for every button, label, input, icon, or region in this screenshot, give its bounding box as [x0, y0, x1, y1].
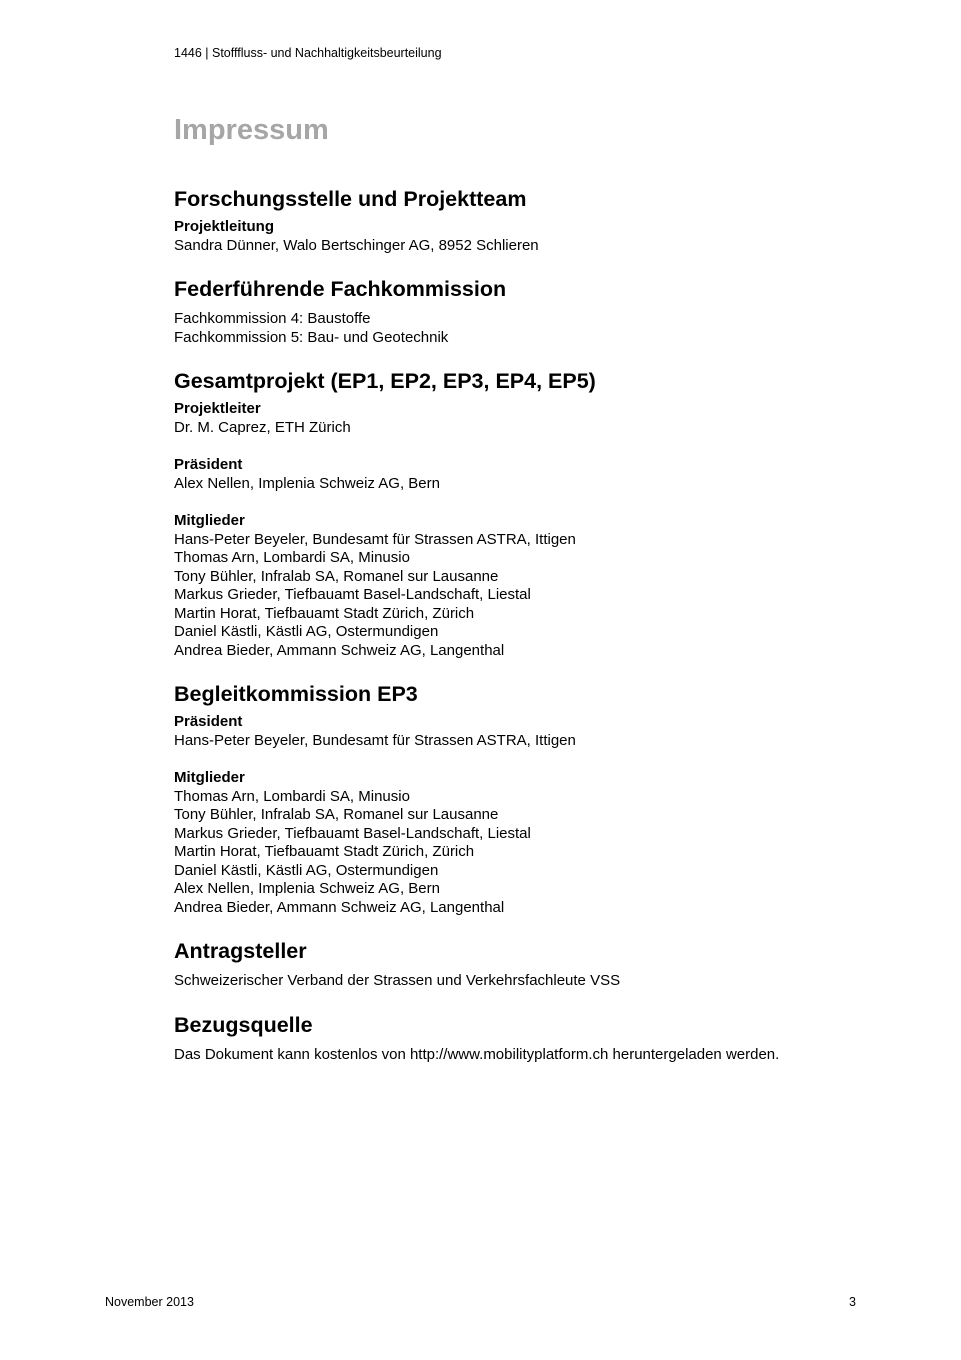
entry-line: Daniel Kästli, Kästli AG, Ostermundigen — [174, 623, 439, 640]
entry-line: Tony Bühler, Infralab SA, Romanel sur Lausanne — [174, 806, 499, 823]
info-block — [174, 769, 818, 917]
section-heading: Federführende Fachkommission — [174, 277, 507, 301]
info-block — [174, 310, 818, 347]
info-block — [174, 972, 818, 991]
entry-line: Schweizerischer Verband der Strassen und Verkehrsfachleute VSS — [174, 972, 621, 989]
section-heading: Bezugsquelle — [174, 1012, 313, 1037]
impressum-content — [174, 184, 818, 1064]
entry-line: Alex Nellen, Implenia Schweiz AG, Bern — [174, 880, 440, 897]
info-block — [174, 400, 818, 437]
source-paragraph: Das Dokument kann kostenlos von http://www.mobilityplatform.ch heruntergeladen werden. — [174, 1045, 780, 1063]
info-block — [174, 456, 818, 493]
block-label: Projektleitung — [174, 218, 275, 235]
entry-line: Markus Grieder, Tiefbauamt Basel-Landschaft, Liestal — [174, 586, 531, 603]
entry-line: Andrea Bieder, Ammann Schweiz AG, Langenthal — [174, 641, 505, 659]
section-heading: Begleitkommission EP3 — [174, 682, 418, 706]
block-label: Mitglieder — [174, 769, 245, 786]
block-label: Präsident — [174, 456, 243, 473]
entry-line: Daniel Kästli, Kästli AG, Ostermundigen — [174, 861, 439, 879]
section — [174, 679, 818, 917]
entry-line: Thomas Arn, Lombardi SA, Minusio — [174, 787, 410, 805]
entry-line: Martin Horat, Tiefbauamt Stadt Zürich, Zürich — [174, 604, 475, 622]
entry-line: Hans-Peter Beyeler, Bundesamt für Strassen ASTRA, Ittigen — [174, 530, 576, 548]
block-label: Präsident — [174, 713, 243, 730]
section — [174, 936, 818, 991]
entry-line: Fachkommission 4: Baustoffe — [174, 310, 371, 327]
page-title: Impressum — [174, 114, 329, 146]
info-block — [174, 218, 818, 255]
entry-line: Sandra Dünner, Walo Bertschinger AG, 8952 Schlieren — [174, 236, 539, 254]
entry-line: Andrea Bieder, Ammann Schweiz AG, Langenthal — [174, 898, 505, 916]
running-header: 1446 | Stofffluss- und Nachhaltigkeitsbeurteilung — [174, 46, 442, 60]
section — [174, 274, 818, 347]
footer-date: November 2013 — [105, 1295, 194, 1309]
entry-line: Fachkommission 5: Bau- und Geotechnik — [174, 328, 449, 346]
info-block — [174, 713, 818, 750]
entry-line: Hans-Peter Beyeler, Bundesamt für Strassen ASTRA, Ittigen — [174, 731, 576, 749]
block-label: Projektleiter — [174, 400, 261, 417]
entry-line: Alex Nellen, Implenia Schweiz AG, Bern — [174, 474, 440, 492]
section-heading: Gesamtprojekt (EP1, EP2, EP3, EP4, EP5) — [174, 369, 596, 393]
section — [174, 366, 818, 660]
entry-line: Markus Grieder, Tiefbauamt Basel-Landschaft, Liestal — [174, 824, 531, 842]
info-block — [174, 512, 818, 660]
block-label: Mitglieder — [174, 512, 245, 529]
entry-line: Thomas Arn, Lombardi SA, Minusio — [174, 549, 410, 566]
entry-line: Martin Horat, Tiefbauamt Stadt Zürich, Zürich — [174, 843, 475, 860]
section — [174, 1010, 818, 1065]
section-heading: Antragsteller — [174, 939, 307, 963]
section — [174, 184, 818, 255]
section-heading: Forschungsstelle und Projektteam — [174, 187, 527, 211]
entry-line: Tony Bühler, Infralab SA, Romanel sur Lausanne — [174, 567, 499, 585]
entry-line: Dr. M. Caprez, ETH Zürich — [174, 418, 351, 436]
footer-page-number: 3 — [849, 1295, 856, 1309]
